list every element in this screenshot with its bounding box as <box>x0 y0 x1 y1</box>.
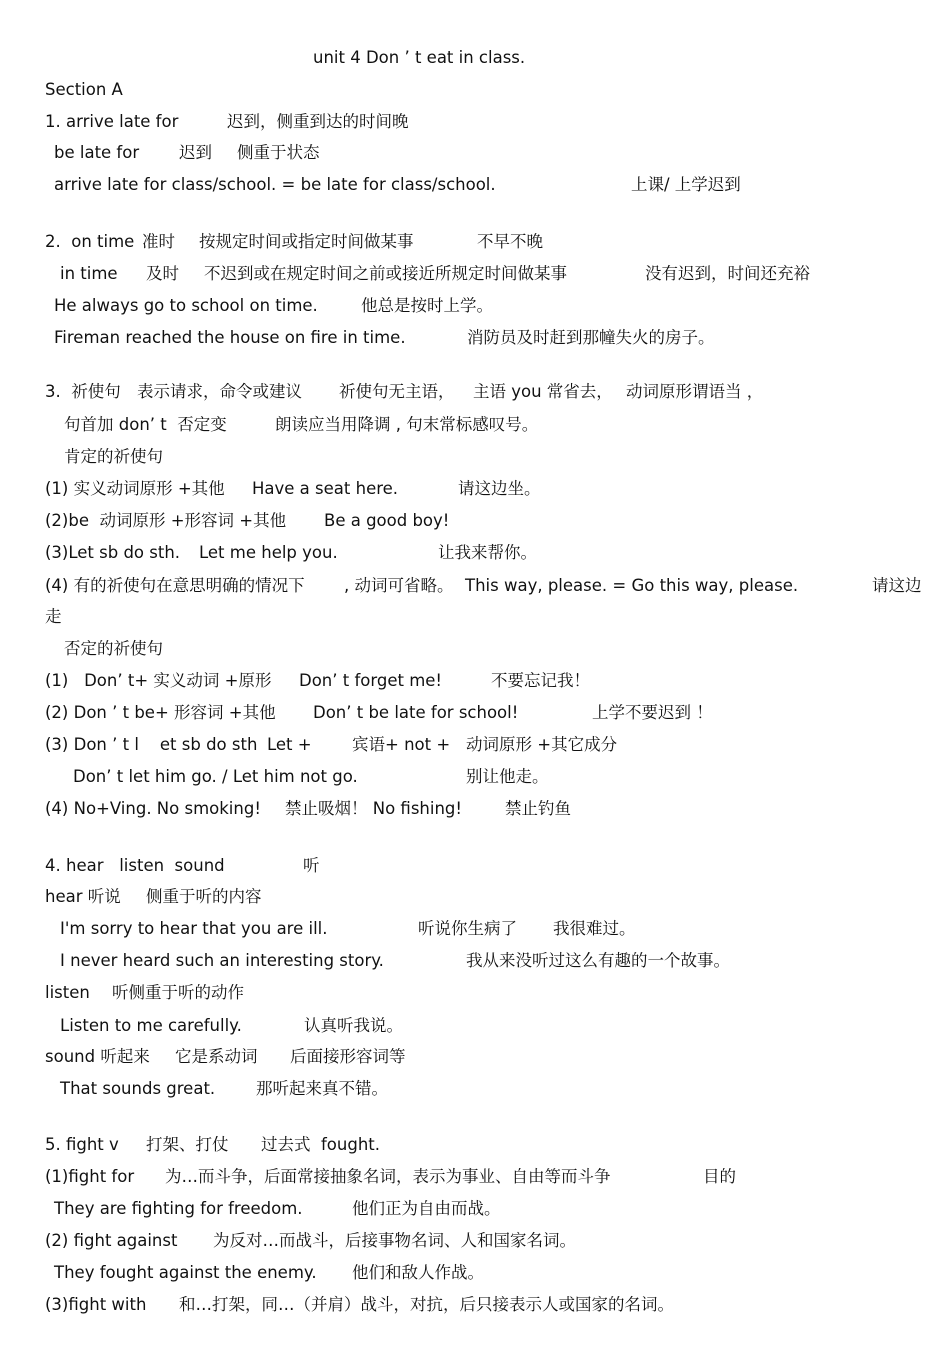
line-2-segment-2: 迟到 <box>179 143 212 162</box>
line-35-segment-2: 和…打架，同…（并肩）战斗，对抗，后只接表示人或国家的名词。 <box>179 1295 674 1314</box>
line-14-segment-1: (4) 有的祈使句在意思明确的情况下 <box>45 576 305 595</box>
line-28-segment-2: 它是系动词 <box>175 1047 258 1066</box>
line-5-segment-3: 不迟到或在规定时间之前或接近所规定时间做某事 <box>204 264 567 283</box>
line-31-segment-2: 为…而斗争，后面常接抽象名词，表示为事业、自由等而斗争 <box>165 1167 611 1186</box>
line-6-segment-1: He always go to school on time. <box>54 296 318 315</box>
line-4-segment-1: 2. on time <box>45 232 135 251</box>
line-29-segment-2: 那听起来真不错。 <box>256 1079 388 1098</box>
line-5-segment-4: 没有迟到，时间还充裕 <box>645 264 810 283</box>
line-7-segment-1: Fireman reached the house on fire in time. <box>54 328 406 347</box>
line-31-segment-1: (1)fight for <box>45 1167 135 1186</box>
line-34-segment-2: 他们和敌人作战。 <box>352 1263 484 1282</box>
line-20-segment-1: Don’ t let him go. / Let him not go. <box>73 767 358 786</box>
line-13-segment-1: (3)Let sb do sth. <box>45 543 181 562</box>
line-18-segment-1: (2) Don ’ t be+ 形容词 +其他 <box>45 703 276 722</box>
line-30-segment-2: 打架、打仗 <box>146 1135 229 1154</box>
line-16-segment-1: 否定的祈使句 <box>64 639 163 658</box>
line-35-segment-1: (3)fight with <box>45 1295 147 1314</box>
line-17-segment-2: Don’ t forget me! <box>299 671 443 690</box>
line-32-segment-2: 他们正为自由而战。 <box>352 1199 501 1218</box>
line-26-segment-1: listen <box>45 983 90 1002</box>
line-7-segment-2: 消防员及时赶到那幢失火的房子。 <box>467 328 715 347</box>
line-25-segment-1: I never heard such an interesting story. <box>60 951 384 970</box>
line-24-segment-3: 我很难过。 <box>553 919 636 938</box>
line-20-segment-2: 别让他走。 <box>466 767 549 786</box>
line-18-segment-3: 上学不要迟到 ！ <box>592 703 713 722</box>
line-2-segment-1: be late for <box>54 143 140 162</box>
line-11-segment-2: Have a seat here. <box>252 479 399 498</box>
line-21-segment-1: (4) No+Ving. No smoking! <box>45 799 261 818</box>
line-19-segment-1: (3) Don ’ t l et sb do sth <box>45 735 258 754</box>
line-9-segment-2: 朗读应当用降调 , 句末常标感叹号。 <box>275 415 539 434</box>
line-27-segment-2: 认真听我说。 <box>304 1016 403 1035</box>
line-32-segment-1: They are fighting for freedom. <box>54 1199 303 1218</box>
line-14-segment-4: 请这边 <box>872 576 922 595</box>
line-15-segment-1: 走 <box>45 607 62 626</box>
line-14-segment-2: , 动词可省略。 <box>344 576 454 595</box>
line-8-segment-3: 祈使句无主语， <box>339 382 455 401</box>
line-1-segment-1: 1. arrive late for <box>45 112 179 131</box>
line-14-segment-3: This way, please. = Go this way, please. <box>465 576 799 595</box>
line-33-segment-1: (2) fight against <box>45 1231 178 1250</box>
line-19-segment-3: 宾语+ not + <box>352 735 451 754</box>
line-29-segment-1: That sounds great. <box>60 1079 216 1098</box>
line-10-segment-1: 肯定的祈使句 <box>64 447 163 466</box>
line-4-segment-2: 准时 <box>142 232 175 251</box>
line-26-segment-2: 听侧重于听的动作 <box>112 983 244 1002</box>
line-6-segment-2: 他总是按时上学。 <box>361 296 493 315</box>
section-heading: Section A <box>45 80 123 99</box>
line-24-segment-2: 听说你生病了 <box>418 919 517 938</box>
line-11-segment-1: (1) 实义动词原形 +其他 <box>45 479 225 498</box>
line-4-segment-4: 不早不晚 <box>477 232 543 251</box>
line-13-segment-2: Let me help you. <box>199 543 338 562</box>
line-24-segment-1: I'm sorry to hear that you are ill. <box>60 919 328 938</box>
line-28-segment-1: sound 听起来 <box>45 1047 150 1066</box>
line-9-segment-1: 句首加 don’ t 否定变 <box>64 415 227 434</box>
line-11-segment-3: 请这边坐。 <box>458 479 541 498</box>
line-21-segment-3: 禁止钓鱼 <box>505 799 571 818</box>
line-33-segment-2: 为反对…而战斗，后接事物名词、人和国家名词。 <box>213 1231 576 1250</box>
line-17-segment-3: 不要忘记我！ <box>491 671 590 690</box>
line-30-segment-3: 过去式 fought. <box>261 1135 380 1154</box>
line-34-segment-1: They fought against the enemy. <box>54 1263 317 1282</box>
line-5-segment-2: 及时 <box>146 264 179 283</box>
line-8-segment-4: 主语 you 常省去， <box>473 382 613 401</box>
line-3-segment-2: 上课/ 上学迟到 <box>631 175 741 194</box>
doc-title: unit 4 Don ’ t eat in class. <box>313 48 526 67</box>
line-23-segment-2: 侧重于听的内容 <box>146 887 262 906</box>
line-21-segment-2: 禁止吸烟！ No fishing! <box>285 799 463 818</box>
line-19-segment-2: Let + <box>267 735 312 754</box>
line-27-segment-1: Listen to me carefully. <box>60 1016 242 1035</box>
line-3-segment-1: arrive late for class/school. = be late for class/school. <box>54 175 496 194</box>
line-25-segment-2: 我从来没听过这么有趣的一个故事。 <box>466 951 730 970</box>
line-5-segment-1: in time <box>60 264 118 283</box>
line-19-segment-4: 动词原形 +其它成分 <box>466 735 618 754</box>
line-12-segment-2: Be a good boy! <box>324 511 450 530</box>
line-8-segment-5: 动词原形谓语当 ， <box>626 382 764 401</box>
line-1-segment-2: 迟到，侧重到达的时间晚 <box>227 112 409 131</box>
line-23-segment-1: hear 听说 <box>45 887 121 906</box>
line-22-segment-1: 4. hear listen sound <box>45 856 225 875</box>
line-8-segment-1: 3. 祈使句 <box>45 382 121 401</box>
line-22-segment-2: 听 <box>303 856 320 875</box>
line-30-segment-1: 5. fight v <box>45 1135 119 1154</box>
line-2-segment-3: 侧重于状态 <box>237 143 320 162</box>
line-17-segment-1: (1) Don’ t+ 实义动词 +原形 <box>45 671 272 690</box>
line-4-segment-3: 按规定时间或指定时间做某事 <box>199 232 414 251</box>
line-18-segment-2: Don’ t be late for school! <box>313 703 519 722</box>
line-12-segment-1: (2)be 动词原形 +形容词 +其他 <box>45 511 287 530</box>
line-8-segment-2: 表示请求，命令或建议 <box>137 382 302 401</box>
line-28-segment-3: 后面接形容词等 <box>290 1047 406 1066</box>
line-13-segment-3: 让我来帮你。 <box>438 543 537 562</box>
line-31-segment-3: 目的 <box>703 1167 736 1186</box>
